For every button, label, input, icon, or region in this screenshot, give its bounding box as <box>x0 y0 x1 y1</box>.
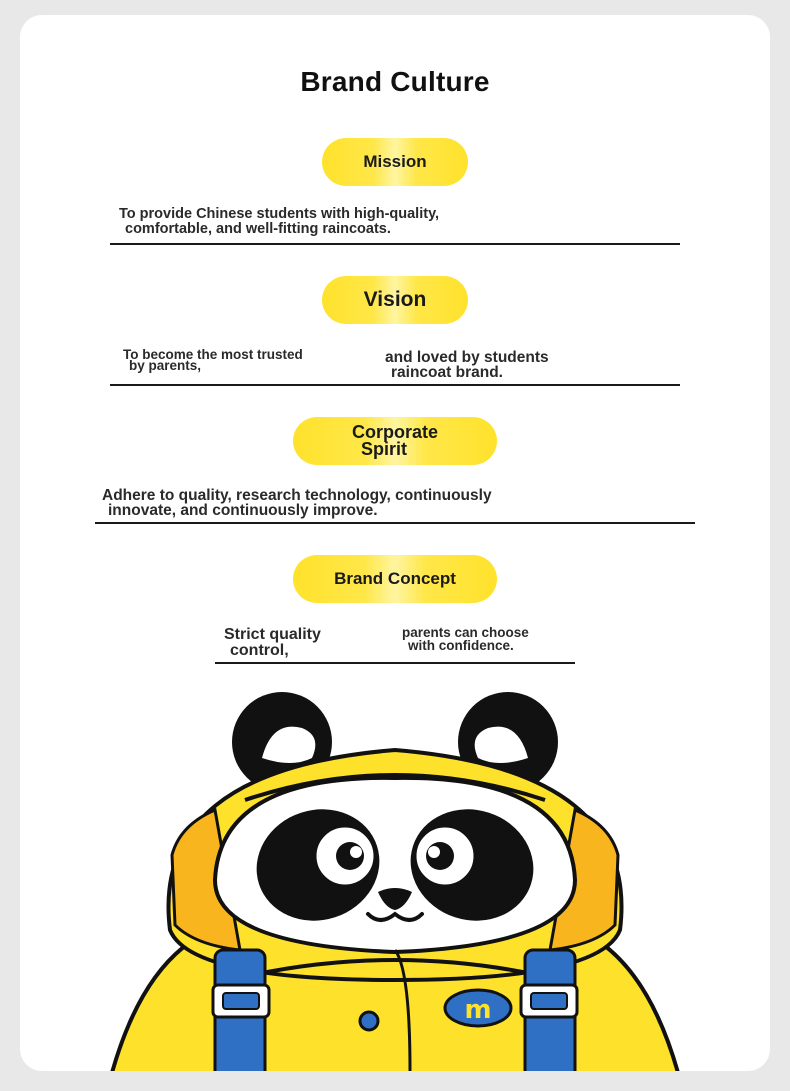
vision-label <box>322 276 468 324</box>
coat-badge <box>445 990 511 1026</box>
vision-text-right-line1: and loved by students <box>385 349 549 366</box>
page-title: Brand Culture <box>300 66 490 97</box>
mission-divider <box>110 243 680 245</box>
brand-concept-text-right-line1: parents can choose <box>402 625 529 640</box>
mission-text-line1: To provide Chinese students with high-quality, <box>119 206 440 222</box>
vision-text-right <box>385 350 549 380</box>
mission-text-line2: comfortable, and well-fitting raincoats. <box>125 221 391 237</box>
corporate-spirit-label-line2: Spirit <box>360 439 407 459</box>
brand-concept-text-right <box>402 626 529 652</box>
corporate-spirit-divider <box>95 522 695 524</box>
mission-label <box>322 138 468 186</box>
vision-divider <box>110 384 680 386</box>
brand-concept-text-right-line2: with confidence. <box>408 638 514 653</box>
corporate-spirit-text-line2: innovate, and continuously improve. <box>108 502 378 519</box>
badge-letter: m <box>464 995 492 1025</box>
corporate-spirit-label <box>293 417 497 465</box>
brand-concept-text-left-line2: control, <box>230 642 289 659</box>
coat-button <box>360 1012 378 1030</box>
vision-text-left-line2: by parents, <box>129 358 202 373</box>
corporate-spirit-text <box>102 488 492 518</box>
vision-text-right-line2: raincoat brand. <box>391 364 503 381</box>
vision-text-left-line1: To become the most trusted <box>123 347 303 362</box>
vision-text-left <box>123 349 303 371</box>
mission-label-text: Mission <box>363 152 427 171</box>
brand-concept-text-left-line1: Strict quality <box>224 626 321 643</box>
panda-mascot-illustration <box>0 680 790 1071</box>
brand-concept-divider <box>215 662 575 664</box>
brand-concept-label <box>293 555 497 603</box>
brand-concept-text-left <box>224 627 321 659</box>
vision-label-text: Vision <box>363 288 427 311</box>
corporate-spirit-label-line1: Corporate <box>351 422 438 442</box>
mission-text <box>119 207 439 237</box>
brand-concept-label-text: Brand Concept <box>334 569 456 588</box>
corporate-spirit-text-line1: Adhere to quality, research technology, continuously <box>102 487 492 504</box>
